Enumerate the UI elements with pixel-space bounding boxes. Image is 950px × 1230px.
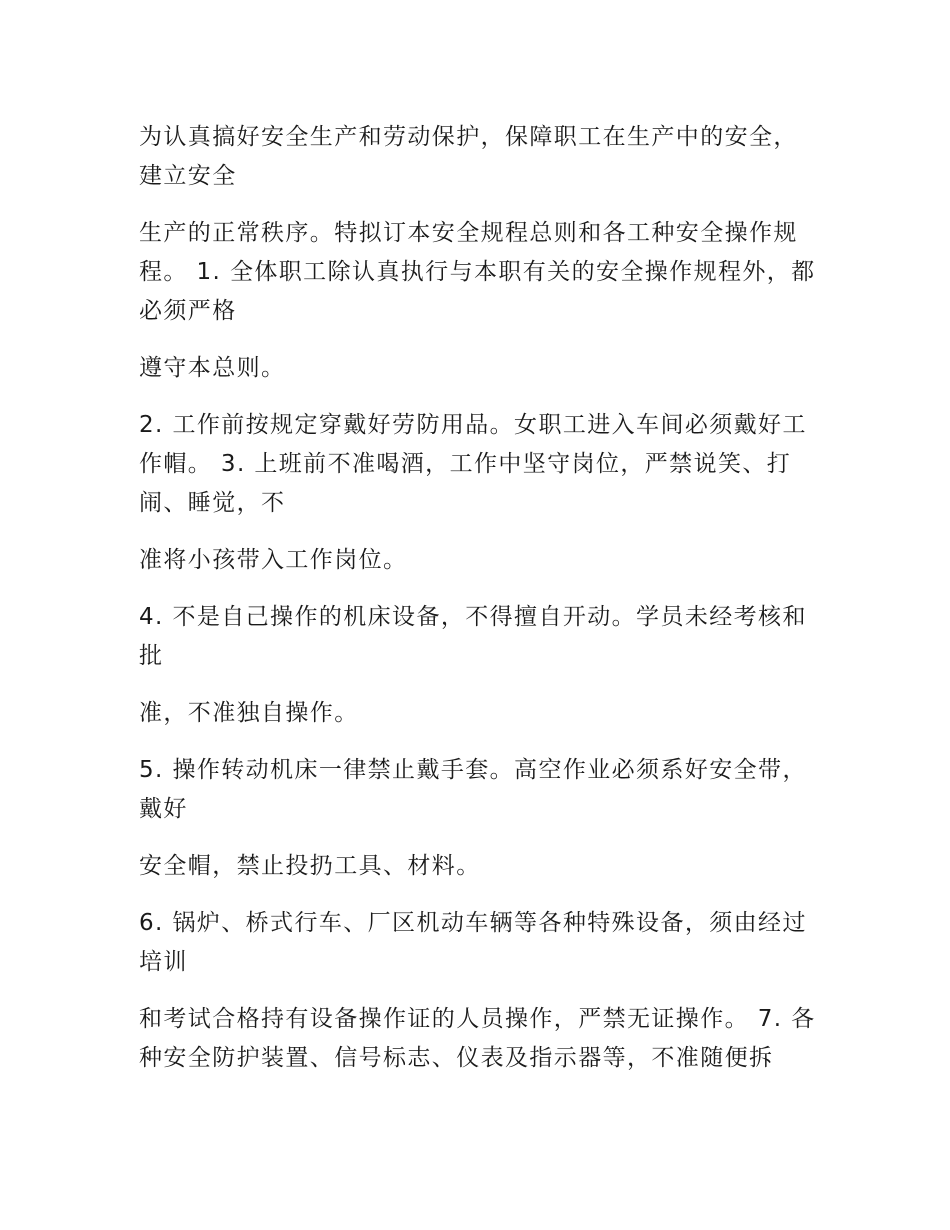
- paragraph-rule-4-end: 准，不准独自操作。: [139, 700, 359, 726]
- paragraph-rule-2-3: 2. 工作前按规定穿戴好劳防用品。女职工进入车间必须戴好工作帽。 3. 上班前不准喝酒，工作中坚守岗位，严禁说笑、打闹、睡觉，不: [139, 412, 807, 516]
- paragraph-purpose-rule-1: 生产的正常秩序。特拟订本安全规程总则和各工种安全操作规程。 1. 全体职工除认真执行与本职有关的安全操作规程外，都必须严格: [139, 220, 816, 324]
- paragraph-rule-1-end: 遵守本总则。: [139, 355, 286, 381]
- paragraph-rule-4: 4. 不是自己操作的机床设备，不得擅自开动。学员未经考核和批: [139, 604, 807, 669]
- document-body: [139, 118, 819, 1078]
- paragraph-intro: 为认真搞好安全生产和劳动保护，保障职工在生产中的安全，建立安全: [139, 124, 798, 189]
- paragraph-rule-6-7: 和考试合格持有设备操作证的人员操作，严禁无证操作。 7. 各种安全防护装置、信号标志、仪表及指示器等，不准随便拆: [139, 1006, 816, 1071]
- paragraph-rule-5-end: 安全帽，禁止投扔工具、材料。: [139, 853, 481, 879]
- paragraph-rule-3-end: 准将小孩带入工作岗位。: [139, 547, 408, 573]
- paragraph-rule-6: 6. 锅炉、桥式行车、厂区机动车辆等各种特殊设备，须由经过培训: [139, 910, 807, 975]
- paragraph-rule-5: 5. 操作转动机床一律禁止戴手套。高空作业必须系好安全带，戴好: [139, 757, 807, 822]
